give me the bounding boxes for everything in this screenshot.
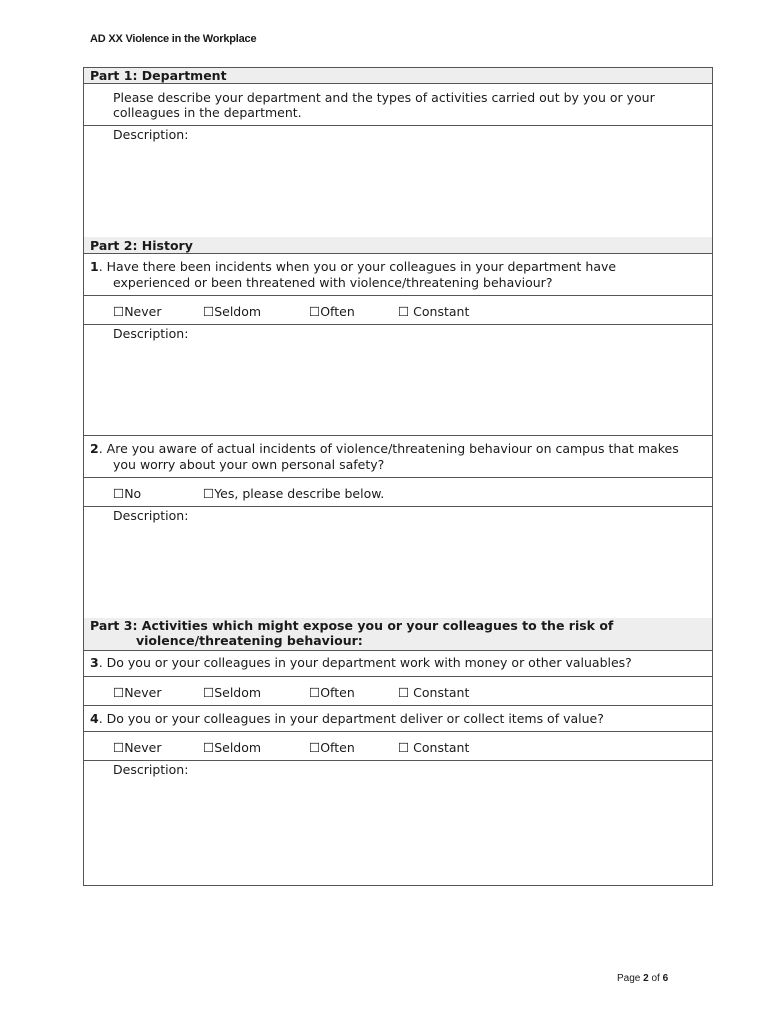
part1-description-field[interactable]: Description: bbox=[113, 127, 189, 142]
question-2-text-line2: you worry about your own personal safety? bbox=[113, 457, 385, 472]
q1-option-often-checkbox[interactable]: ☐Often bbox=[309, 304, 355, 319]
row-divider bbox=[83, 731, 713, 732]
row-divider bbox=[83, 324, 713, 325]
q1-description-field[interactable]: Description: bbox=[113, 326, 189, 341]
question-2-number: 2 bbox=[90, 441, 99, 456]
q4-option-constant-checkbox[interactable]: ☐ Constant bbox=[398, 740, 470, 755]
question-3-number: 3 bbox=[90, 655, 99, 670]
q4-option-seldom-checkbox[interactable]: ☐Seldom bbox=[203, 740, 262, 755]
q3-option-seldom-checkbox[interactable]: ☐Seldom bbox=[203, 685, 262, 700]
q2-description-field[interactable]: Description: bbox=[113, 508, 189, 523]
question-4 bbox=[90, 711, 604, 727]
question-1-text: . Have there been incidents when you or your colleagues in your department have bbox=[98, 259, 617, 274]
row-divider bbox=[83, 760, 713, 761]
page-prefix: Page bbox=[617, 973, 644, 984]
row-divider bbox=[83, 477, 713, 478]
q3-option-often-checkbox[interactable]: ☐Often bbox=[309, 685, 355, 700]
question-1 bbox=[90, 259, 616, 275]
question-2-text: . Are you aware of actual incidents of violence/threatening behaviour on campus that makes bbox=[98, 441, 679, 456]
question-3 bbox=[90, 655, 632, 671]
question-4-number: 4 bbox=[90, 711, 99, 726]
row-divider bbox=[83, 506, 713, 507]
q1-option-seldom-checkbox[interactable]: ☐Seldom bbox=[203, 304, 262, 319]
page-number bbox=[617, 973, 668, 984]
q1-option-never-checkbox[interactable]: ☐Never bbox=[113, 304, 162, 319]
question-1-number: 1 bbox=[90, 259, 99, 274]
q3-option-constant-checkbox[interactable]: ☐ Constant bbox=[398, 685, 470, 700]
q4-description-field[interactable]: Description: bbox=[113, 762, 189, 777]
question-3-text: . Do you or your colleagues in your department work with money or other valuables? bbox=[98, 655, 632, 670]
q2-option-no-checkbox[interactable]: ☐No bbox=[113, 486, 142, 501]
question-2 bbox=[90, 441, 679, 457]
row-divider bbox=[83, 435, 713, 436]
q1-option-constant-checkbox[interactable]: ☐ Constant bbox=[398, 304, 470, 319]
part1-prompt-line2: colleagues in the department. bbox=[113, 105, 302, 120]
part1-prompt-line1: Please describe your department and the types of activities carried out by you or your bbox=[113, 90, 655, 105]
row-divider bbox=[83, 295, 713, 296]
row-divider bbox=[83, 676, 713, 677]
page-current: 2 bbox=[643, 973, 649, 984]
row-divider bbox=[83, 125, 713, 126]
page-of: of bbox=[648, 973, 663, 984]
document-title: AD XX Violence in the Workplace bbox=[90, 33, 257, 45]
part2-heading: Part 2: History bbox=[90, 238, 193, 253]
q2-option-yes-checkbox[interactable]: ☐Yes, please describe below. bbox=[203, 486, 385, 501]
part3-heading-line1: Part 3: Activities which might expose you or your colleagues to the risk of bbox=[90, 618, 614, 633]
q4-option-never-checkbox[interactable]: ☐Never bbox=[113, 740, 162, 755]
q3-option-never-checkbox[interactable]: ☐Never bbox=[113, 685, 162, 700]
row-divider bbox=[83, 705, 713, 706]
part3-heading-line2: violence/threatening behaviour: bbox=[136, 633, 363, 648]
question-4-text: . Do you or your colleagues in your department deliver or collect items of value? bbox=[98, 711, 604, 726]
q4-option-often-checkbox[interactable]: ☐Often bbox=[309, 740, 355, 755]
question-1-text-line2: experienced or been threatened with violence/threatening behaviour? bbox=[113, 275, 553, 290]
page-total: 6 bbox=[662, 973, 669, 984]
part1-heading: Part 1: Department bbox=[90, 68, 227, 83]
row-divider bbox=[83, 650, 713, 651]
